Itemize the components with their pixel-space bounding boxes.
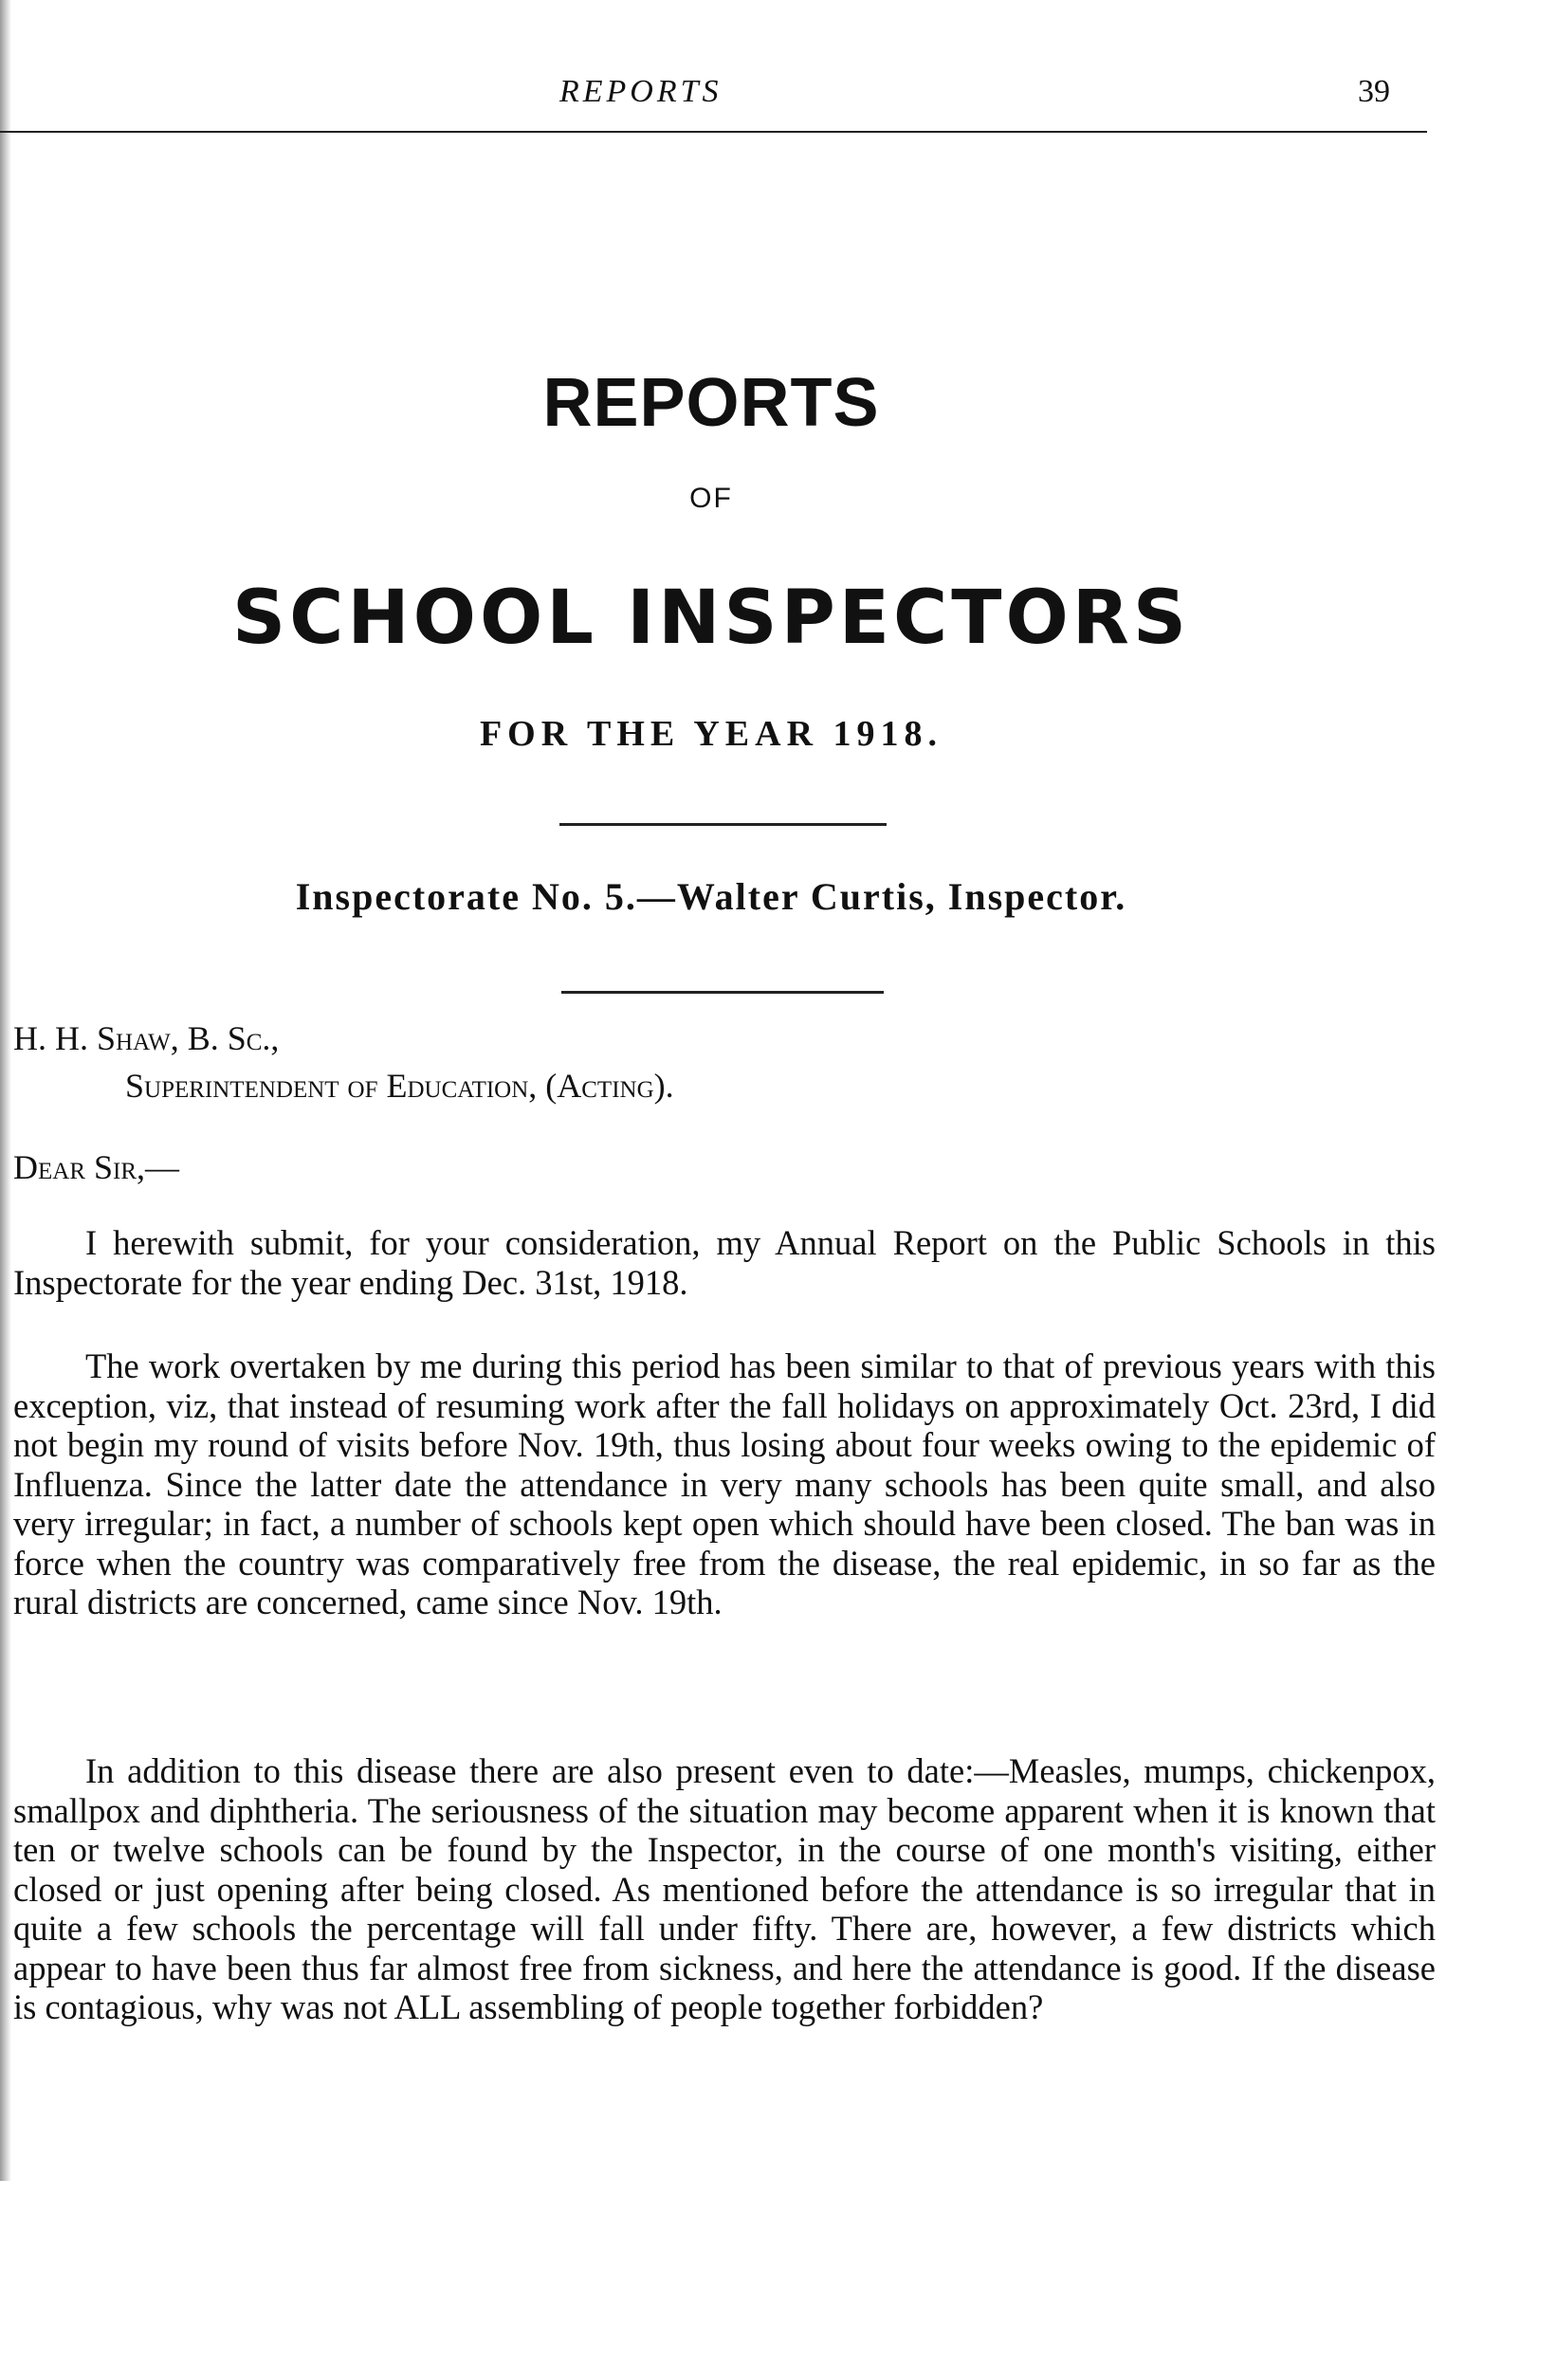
body-paragraph <box>13 1223 1436 1302</box>
title-divider-rule <box>559 823 887 826</box>
page-spine-shadow <box>0 0 11 2181</box>
address-title: Superintendent of Education, (Acting). <box>125 1067 674 1105</box>
body-paragraph <box>13 1751 1436 2027</box>
address-recipient: H. H. Shaw, B. Sc., <box>13 1019 280 1057</box>
title-of: OF <box>689 483 733 514</box>
running-title: REPORTS <box>559 74 723 109</box>
paragraph-text: The work overtaken by me during this period has been similar to that of previous years with this exception, viz, that instead of resuming work after the fall holidays on approximately Oct. 23rd, I did not begin my round of visits before Nov. 19th, thus losing about four weeks owing to the epidemic of Influenza. Since the latter date the attendance in very many schools has been quite small, and also very irregular; in fact, a number of schools kept open which should have been closed. The ban was in force when the country was comparatively free from the disease, the real epidemic, in so far as the rural districts are concerned, came since Nov. 19th. <box>13 1346 1436 1621</box>
inspectorate-divider-rule <box>561 991 884 994</box>
title-block <box>0 360 1422 757</box>
salutation: Dear Sir,— <box>13 1148 180 1186</box>
title-school-inspectors: SCHOOL INSPECTORS <box>231 576 1191 661</box>
running-head <box>0 74 1422 131</box>
paragraph-text: In addition to this disease there are also present even to date:—Measles, mumps, chickenpox, smallpox and diphtheria. The seriousness of the situation may become apparent when it is known that ten or twelve schools can be found by the Inspector, in the course of one month's visiting, either closed or just opening after being closed. As mentioned before the attendance is so irregular that in quite a few schools the percentage will fall under fifty. There are, however, a few districts which appear to have been thus far almost free from sickness, and here the attendance is good. If the disease is contagious, why was not ALL assembling of people together forbidden? <box>13 1751 1436 2026</box>
paragraph-text: I herewith submit, for your consideration, my Annual Report on the Public Schools in this Inspectorate for the year ending Dec. 31st, 1918. <box>13 1223 1436 1302</box>
page-number: 39 <box>1358 74 1390 109</box>
title-year-line: FOR THE YEAR 1918. <box>479 714 943 754</box>
address-block <box>13 1015 674 1109</box>
body-paragraph <box>13 1346 1436 1622</box>
title-reports: REPORTS <box>542 365 880 441</box>
inspectorate-line: Inspectorate No. 5.—Walter Curtis, Inspector. <box>295 875 1127 918</box>
header-rule <box>0 131 1427 133</box>
